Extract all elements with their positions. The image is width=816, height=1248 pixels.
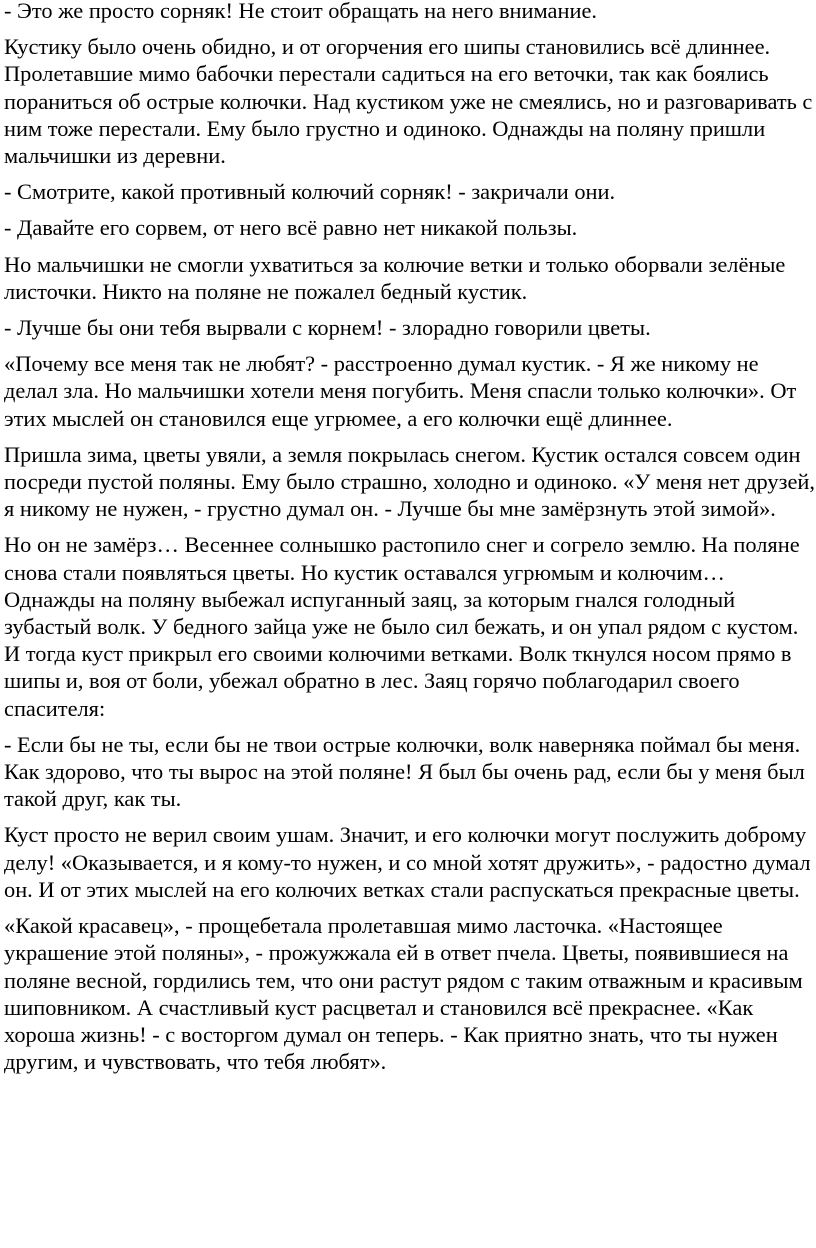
paragraph-7: «Почему все меня так не любят? - расстроенно думал кустик. - Я же никому не делал зла. Но мальчишки хотели меня погубить. Меня спасли только колючки». От этих мыслей он становился еще угрюмее, а его колючки ещё длиннее. xyxy=(4,351,797,431)
paragraph-4: - Давайте его сорвем, от него всё равно нет никакой пользы. xyxy=(4,215,578,241)
paragraph-2: Кустику было очень обидно, и от огорчения его шипы становились всё длиннее. Пролетавшие мимо бабочки перестали садиться на его веточки, так как боялись пораниться об острые колючки. Над кустиком уже не смеялись, но и разговаривать с ним тоже перестали. Ему было грустно и одиноко. Однажды на поляну пришли мальчишки из деревни. xyxy=(4,34,813,169)
paragraph-9: Но он не замёрз… Весеннее солнышко растопило снег и согрело землю. На поляне снова стали появляться цветы. Но кустик оставался угрюмым и колючим… Однажды на поляну выбежал испуганный заяц, за которым гнался голодный зубастый волк. У бедного зайца уже не было сил бежать, и он упал рядом с кустом. И тогда куст прикрыл его своими колючими ветками. Волк ткнулся носом прямо в шипы и, воя от боли, убежал обратно в лес. Заяц горячо поблагодарил своего спасителя: xyxy=(4,532,800,721)
document-page xyxy=(4,0,816,1084)
paragraph-3: - Смотрите, какой противный колючий сорняк! - закричали они. xyxy=(4,179,616,205)
paragraph-1: - Это же просто сорняк! Не стоит обращать на него внимание. xyxy=(4,0,597,23)
paragraph-5: Но мальчишки не смогли ухватиться за колючие ветки и только оборвали зелёные листочки. Никто на поляне не пожалел бедный кустик. xyxy=(4,251,786,304)
paragraph-8: Пришла зима, цветы увяли, а земля покрылась снегом. Кустик остался совсем один посреди пустой поляны. Ему было страшно, холодно и одиноко. «У меня нет друзей, я никому не нужен, - грустно думал он. - Лучше бы мне замёрзнуть этой зимой». xyxy=(4,441,815,522)
paragraph-6: - Лучше бы они тебя вырвали с корнем! - злорадно говорили цветы. xyxy=(4,315,651,341)
paragraph-11: Куст просто не верил своим ушам. Значит, и его колючки могут послужить доброму делу! «Оказывается, и я кому-то нужен, и со мной хотят дружить», - радостно думал он. И от этих мыслей на его колючих ветках стали распускаться прекрасные цветы. xyxy=(4,822,811,902)
paragraph-12: «Какой красавец», - прощебетала пролетавшая мимо ласточка. «Настоящее украшение этой поляны», - прожужжала ей в ответ пчела. Цветы, появившиеся на поляне весной, гордились тем, что они растут рядом с таким отважным и красивым шиповником. А счастливый куст расцветал и становился всё прекраснее. «Как хороша жизнь! - с восторгом думал он теперь. - Как приятно знать, что ты нужен другим, и чувствовать, что тебя любят». xyxy=(4,913,803,1075)
paragraph-10: - Если бы не ты, если бы не твои острые колючки, волк наверняка поймал бы меня. Как здорово, что ты вырос на этой поляне! Я был бы очень рад, если бы у меня был такой друг, как ты. xyxy=(4,731,805,812)
